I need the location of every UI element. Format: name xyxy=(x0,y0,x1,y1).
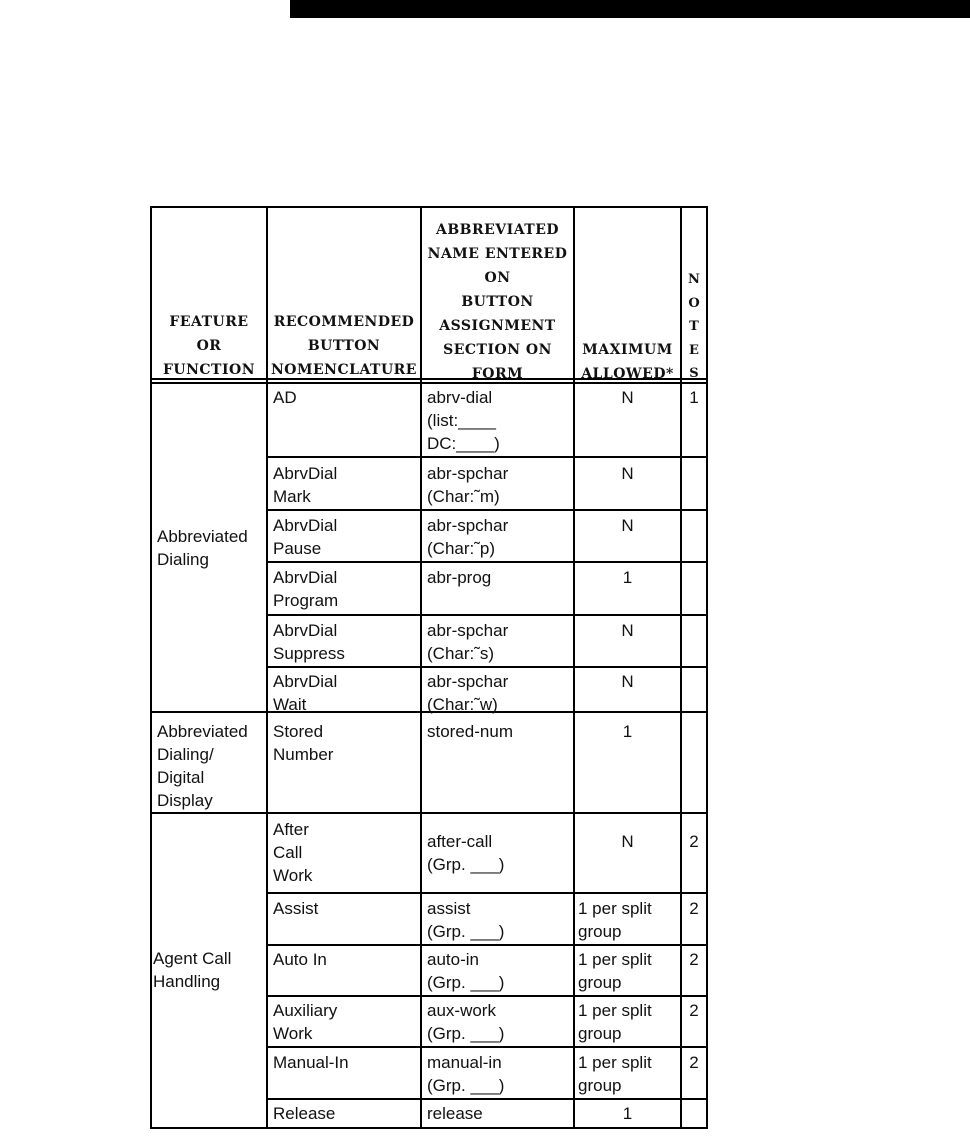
cell-line: 1 xyxy=(622,568,633,587)
cell-line: N xyxy=(621,832,634,851)
cell-line: DC:____) xyxy=(427,434,500,453)
cell-line: Mark xyxy=(273,487,311,506)
row-assist-nomenclature xyxy=(273,897,318,920)
row-stored-number-abbreviated xyxy=(427,720,513,743)
cell-line: (Char:˜w) xyxy=(427,695,498,714)
cell-line: group xyxy=(578,973,622,992)
header-abbreviated-name xyxy=(422,218,573,386)
row-auxiliary-work-notes: 2 xyxy=(689,1001,699,1020)
feature-abbreviated-dialing xyxy=(157,525,248,571)
row-abrvdial-program-maximum xyxy=(575,566,680,589)
cell-line: N xyxy=(621,621,634,640)
row-manual-in-notes: 2 xyxy=(689,1053,699,1072)
cell-line: 1 per split xyxy=(578,950,652,969)
row-ad-abbreviated xyxy=(427,386,500,455)
row-rule xyxy=(266,561,706,563)
row-abrvdial-mark-abbreviated xyxy=(427,462,508,508)
cell-line: (Grp. ___) xyxy=(427,973,505,992)
row-rule xyxy=(266,892,706,894)
row-assist-abbreviated xyxy=(427,897,504,943)
cell-line: group xyxy=(578,1076,622,1095)
header-line: MAXIMUM xyxy=(582,342,673,358)
header-line: BUTTON xyxy=(307,338,381,354)
header-line: BUTTON xyxy=(461,294,534,310)
cell-line: Stored xyxy=(273,722,324,741)
row-auto-in-abbreviated xyxy=(427,948,504,994)
cell-line: Assist xyxy=(273,899,319,918)
header-line: SECTION ON xyxy=(443,342,552,358)
cell-line: group xyxy=(578,922,622,941)
row-assist-maximum xyxy=(578,897,652,943)
cell-line: (Grp. ___) xyxy=(427,855,505,874)
button-assignment-table xyxy=(150,206,707,1129)
row-auto-in-maximum xyxy=(578,948,652,994)
header-line: NAME ENTERED xyxy=(427,246,568,262)
cell-line: group xyxy=(578,1024,622,1043)
cell-line: assist xyxy=(427,899,471,918)
row-manual-in-maximum xyxy=(578,1051,652,1097)
cell-line: AbrvDial xyxy=(273,672,338,691)
cell-line: 1 per split xyxy=(578,899,652,918)
header-line: FUNCTION xyxy=(162,362,256,378)
row-abrvdial-wait-maximum xyxy=(575,670,680,693)
cell-line: Number xyxy=(273,745,334,764)
cell-line: auto-in xyxy=(427,950,479,969)
feature-line: Agent Call xyxy=(153,949,232,968)
row-abrvdial-suppress-abbreviated xyxy=(427,619,508,665)
header-feature-or-function xyxy=(152,310,266,382)
row-stored-number-nomenclature xyxy=(273,720,333,766)
cell-line: abr-spchar xyxy=(427,621,509,640)
cell-line: after-call xyxy=(427,832,493,851)
cell-line: 1 per split xyxy=(578,1001,652,1020)
header-notes xyxy=(682,268,706,386)
row-rule xyxy=(266,944,706,946)
feature-line: Digital xyxy=(157,768,205,787)
header-line: RECOMMENDED xyxy=(273,314,415,330)
row-auto-in-nomenclature xyxy=(273,948,327,971)
feature-agent-call-handling xyxy=(153,947,231,993)
header-line: ASSIGNMENT xyxy=(439,318,556,334)
row-rule xyxy=(266,1098,706,1100)
row-manual-in-abbreviated xyxy=(427,1051,504,1097)
cell-line: release xyxy=(427,1104,483,1123)
row-ad-maximum xyxy=(575,386,680,409)
row-rule xyxy=(266,509,706,511)
row-abrvdial-pause-abbreviated xyxy=(427,514,508,560)
cell-line: Suppress xyxy=(273,644,345,663)
row-auto-in-notes: 2 xyxy=(689,950,699,969)
row-after-call-work-abbreviated xyxy=(427,830,504,876)
row-after-call-work-maximum xyxy=(575,830,680,853)
header-maximum-allowed xyxy=(575,338,680,386)
cell-line: 1 per split xyxy=(578,1053,652,1072)
cell-line: (Grp. ___) xyxy=(427,1024,505,1043)
feature-line: Dialing xyxy=(157,550,209,569)
feature-line: Display xyxy=(157,791,213,810)
cell-line: (list:____ xyxy=(427,411,496,430)
cell-line: N xyxy=(621,388,634,407)
row-after-call-work-nomenclature xyxy=(273,818,312,887)
row-ad-notes: 1 xyxy=(689,388,699,407)
header-letter: T xyxy=(689,319,699,334)
feature-line: Handling xyxy=(153,972,221,991)
cell-line: abr-spchar xyxy=(427,672,509,691)
cell-line: Auxiliary xyxy=(273,1001,338,1020)
row-abrvdial-pause-nomenclature xyxy=(273,514,337,560)
feature-line: Dialing/ xyxy=(157,745,214,764)
row-abrvdial-mark-nomenclature xyxy=(273,462,337,508)
feature-abbreviated-dialing-digital-display xyxy=(157,720,248,812)
row-rule xyxy=(266,666,706,668)
cell-line: N xyxy=(621,672,634,691)
cell-line: Work xyxy=(273,1024,313,1043)
header-line: NOMENCLATURE xyxy=(271,362,417,378)
row-manual-in-nomenclature xyxy=(273,1051,349,1074)
cell-line: abr-spchar xyxy=(427,516,509,535)
cell-line: AbrvDial xyxy=(273,516,338,535)
header-line: FORM xyxy=(471,366,524,382)
header-letter: S xyxy=(689,366,699,381)
row-auxiliary-work-nomenclature xyxy=(273,999,337,1045)
cell-line: 1 xyxy=(622,722,633,741)
cell-line: Wait xyxy=(273,695,307,714)
row-ad-nomenclature xyxy=(273,386,297,409)
feature-line: Abbreviated xyxy=(157,527,248,546)
cell-line: abrv-dial xyxy=(427,388,493,407)
row-abrvdial-suppress-maximum xyxy=(575,619,680,642)
cell-line: (Char:˜s) xyxy=(427,644,495,663)
cell-line: aux-work xyxy=(427,1001,496,1020)
header-line: ON xyxy=(484,270,511,286)
row-abrvdial-program-nomenclature xyxy=(273,566,338,612)
cell-line: stored-num xyxy=(427,722,513,741)
cell-line: After xyxy=(273,820,309,839)
cell-line: abr-prog xyxy=(427,568,492,587)
row-auxiliary-work-abbreviated xyxy=(427,999,504,1045)
header-recommended-nomenclature xyxy=(268,310,420,382)
cell-line: Manual-In xyxy=(273,1053,349,1072)
row-release-nomenclature xyxy=(273,1102,335,1125)
cell-line: AbrvDial xyxy=(273,621,338,640)
cell-line: 1 xyxy=(622,1104,633,1123)
row-rule xyxy=(266,995,706,997)
cell-line: Pause xyxy=(273,539,322,558)
cell-line: Release xyxy=(273,1104,336,1123)
cell-line: AD xyxy=(273,388,297,407)
feature-line: Abbreviated xyxy=(157,722,248,741)
row-abrvdial-program-abbreviated xyxy=(427,566,491,589)
row-rule xyxy=(266,614,706,616)
cell-line: Program xyxy=(273,591,339,610)
top-rule xyxy=(290,0,970,18)
cell-line: AbrvDial xyxy=(273,568,338,587)
row-release-abbreviated xyxy=(427,1102,483,1125)
row-abrvdial-pause-maximum xyxy=(575,514,680,537)
row-rule xyxy=(266,456,706,458)
cell-line: Work xyxy=(273,866,313,885)
row-after-call-work-notes: 2 xyxy=(689,832,699,851)
header-letter: O xyxy=(688,295,700,311)
header-line: ALLOWED* xyxy=(581,366,674,382)
row-abrvdial-suppress-nomenclature xyxy=(273,619,345,665)
header-letter: N xyxy=(688,272,700,287)
header-line: OR xyxy=(196,338,222,354)
cell-line: manual-in xyxy=(427,1053,502,1072)
row-release-maximum xyxy=(575,1102,680,1125)
header-letter: E xyxy=(689,342,699,358)
row-abrvdial-wait-abbreviated xyxy=(427,670,508,716)
cell-line: AbrvDial xyxy=(273,464,338,483)
group-rule xyxy=(150,812,706,814)
cell-line: N xyxy=(621,516,634,535)
row-abrvdial-wait-nomenclature xyxy=(273,670,337,716)
row-auxiliary-work-maximum xyxy=(578,999,652,1045)
row-stored-number-maximum xyxy=(575,720,680,743)
cell-line: (Grp. ___) xyxy=(427,922,505,941)
cell-line: (Char:˜m) xyxy=(427,487,500,506)
header-line: ABBREVIATED xyxy=(435,222,560,238)
cell-line: (Grp. ___) xyxy=(427,1076,505,1095)
cell-line: Call xyxy=(273,843,303,862)
row-abrvdial-mark-maximum xyxy=(575,462,680,485)
cell-line: N xyxy=(621,464,634,483)
row-rule xyxy=(266,1046,706,1048)
row-assist-notes: 2 xyxy=(689,899,699,918)
cell-line: Auto In xyxy=(273,950,327,969)
header-line: FEATURE xyxy=(169,314,249,330)
cell-line: abr-spchar xyxy=(427,464,509,483)
cell-line: (Char:˜p) xyxy=(427,539,496,558)
